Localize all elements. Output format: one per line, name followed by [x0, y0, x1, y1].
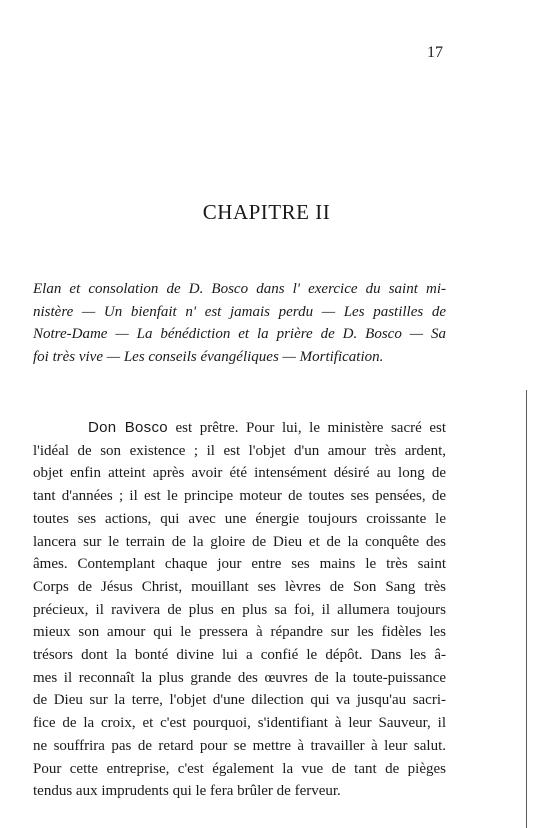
summary-line: Notre-Dame — La bénédiction et la prière de D. Bosco — Sa: [33, 326, 446, 343]
body-line: tant d'années ; il est le principe moteur de toutes ses pensées, de: [33, 488, 446, 505]
body-line: âmes. Contemplant chaque jour entre ses mains le très saint: [33, 556, 446, 573]
body-line-first: [33, 417, 446, 440]
opening-name: Don Bosco: [88, 419, 168, 436]
body-line: de Dieu sur la terre, l'objet d'une dilection qui va jusqu'au sacri-: [33, 692, 446, 709]
body-line: toutes ses actions, qui avec une énergie toujours croissante le: [33, 510, 446, 527]
summary-line: foi très vive — Les conseils évangéliques — Mortification.: [33, 348, 384, 365]
body-line: ne souffrira pas de retard pour se mettre à travailler à leur salut.: [33, 737, 446, 754]
body-line: lancera sur le terrain de la gloire de Dieu et de la conquête des: [33, 533, 446, 550]
body-line: précieux, il ravivera de plus en plus sa foi, il allumera toujours: [33, 601, 446, 618]
summary-line: nistère — Un bienfait n' est jamais perdu — Les pastilles de: [33, 303, 446, 320]
body-line: objet enfin atteint après avoir été intensément désiré au long de: [33, 465, 446, 482]
summary-line: Elan et consolation de D. Bosco dans l' exercice du saint mi-: [33, 281, 446, 297]
body-line: tendus aux imprudents qui le fera brûler de ferveur.: [33, 783, 341, 800]
page-edge-line: [526, 390, 527, 828]
body-line: mieux son amour qui le pressera à répandre sur les fidèles les: [33, 624, 446, 641]
page-number: 17: [427, 44, 443, 61]
body-line: Pour cette entreprise, c'est également la vue de tant de pièges: [33, 760, 446, 777]
body-line: fice de la croix, et c'est pourquoi, s'identifiant à leur Sauveur, il: [33, 715, 446, 732]
chapter-title: CHAPITRE II: [202, 200, 331, 224]
chapter-summary: [33, 278, 446, 368]
body-paragraph: [33, 417, 446, 803]
body-line: mes il reconnaît la plus grande des œuvres de la toute-puissance: [33, 669, 446, 686]
body-line: Corps de Jésus Christ, mouillant ses lèvres de Son Sang très: [33, 578, 446, 595]
body-line: trésors dont la bonté divine lui a confié le dépôt. Dans les â-: [33, 647, 446, 664]
body-line: l'idéal de son existence ; il est l'objet d'un amour très ardent,: [33, 442, 446, 459]
first-line-text: est prêtre. Pour lui, le ministère sacré est: [167, 420, 447, 436]
